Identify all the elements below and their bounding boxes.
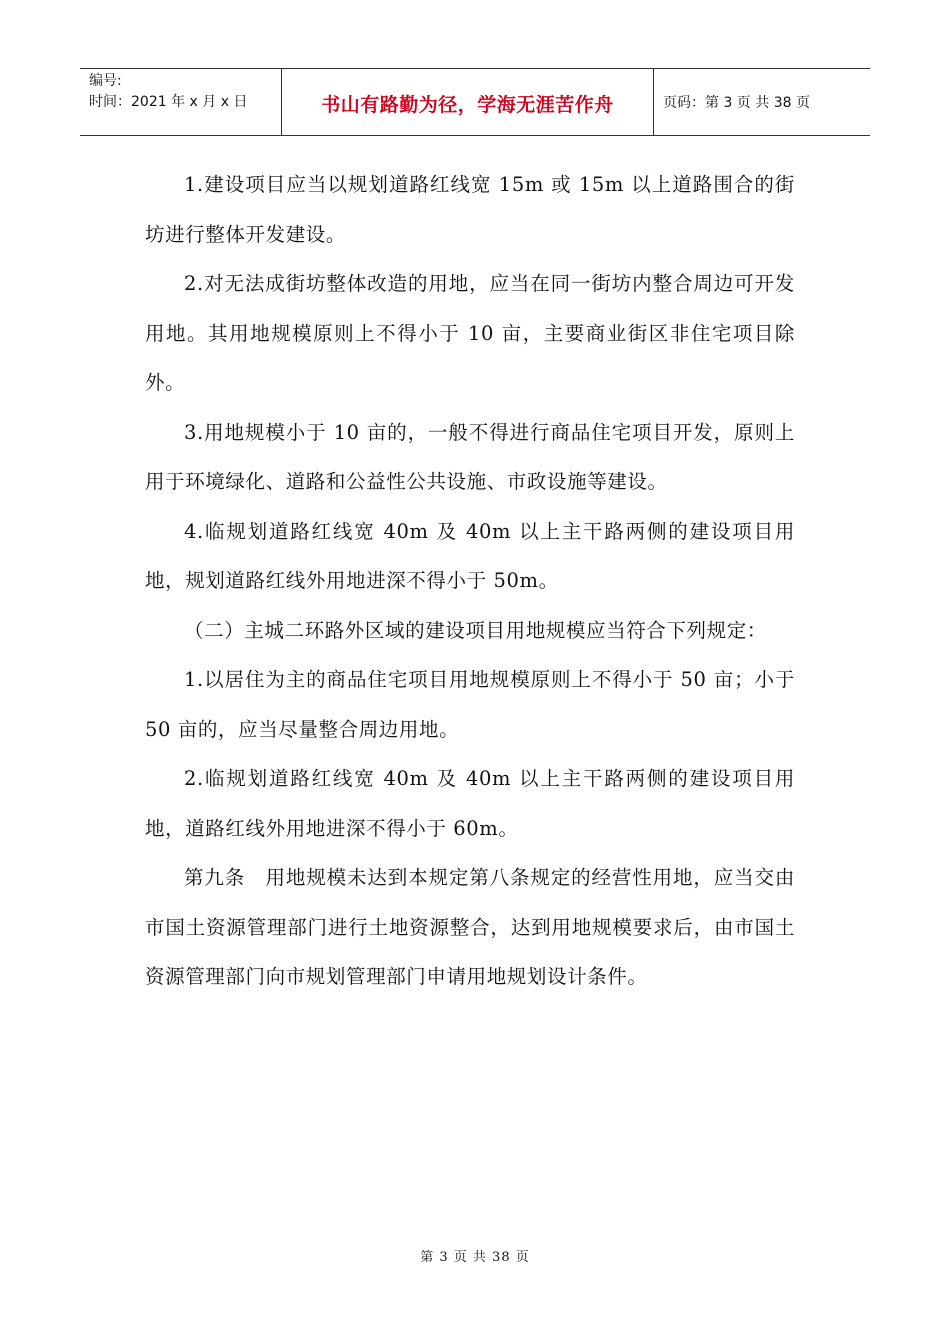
paragraph: 4.临规划道路红线宽 40m 及 40m 以上主干路两侧的建设项目用地，规划道路红线外用地进深不得小于 50m。: [145, 519, 795, 592]
paragraph: 2.对无法成街坊整体改造的用地，应当在同一街坊内整合周边可开发用地。其用地规模原则上不得小于 10 亩，主要商业街区非住宅项目除外。: [145, 272, 795, 394]
page-footer: 第 3 页 共 38 页: [420, 1250, 530, 1265]
document-number-label: 编号:: [89, 73, 122, 89]
paragraph: 2.临规划道路红线宽 40m 及 40m 以上主干路两侧的建设项目用地，道路红线外用地进深不得小于 60m。: [145, 767, 795, 840]
document-header: [80, 68, 870, 136]
header-meta: [80, 69, 282, 135]
header-motto: 书山有路勤为径，学海无涯苦作舟: [282, 69, 654, 135]
paragraph: （二）主城二环路外区域的建设项目用地规模应当符合下列规定：: [184, 618, 767, 642]
document-date: 时间：2021 年 x 月 x 日: [89, 94, 248, 110]
header-page-info: 页码：第 3 页 共 38 页: [663, 95, 810, 111]
paragraph: 第九条 用地规模未达到本规定第八条规定的经营性用地，应当交由市国土资源管理部门进行土地资源整合，达到用地规模要求后，由市国土资源管理部门向市规划管理部门申请用地规划设计条件。: [145, 866, 795, 988]
paragraph: 3.用地规模小于 10 亩的，一般不得进行商品住宅项目开发，原则上用于环境绿化、道路和公益性公共设施、市政设施等建设。: [145, 420, 795, 493]
paragraph: 1.以居住为主的商品住宅项目用地规模原则上不得小于 50 亩；小于 50 亩的，应当尽量整合周边用地。: [145, 668, 795, 741]
document-body: [145, 160, 795, 1002]
paragraph: 1.建设项目应当以规划道路红线宽 15m 或 15m 以上道路围合的街坊进行整体开发建设。: [145, 173, 795, 246]
